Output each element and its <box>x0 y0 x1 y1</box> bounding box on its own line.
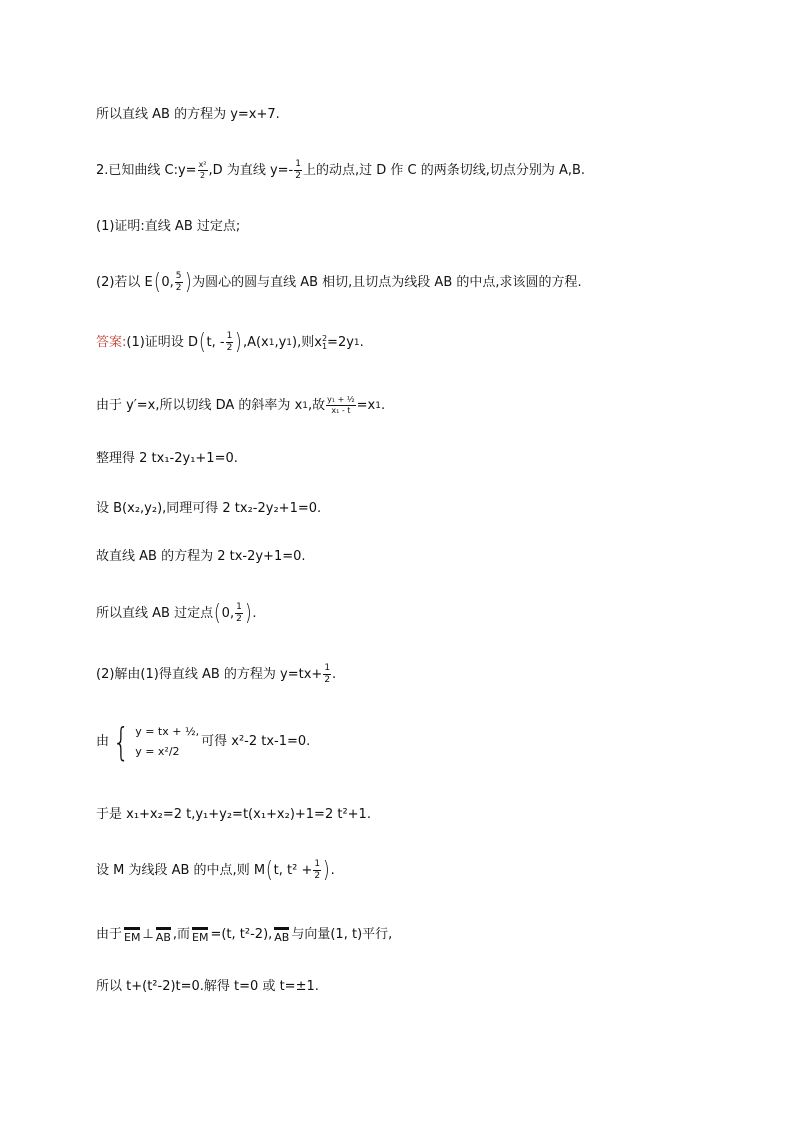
text: ),则 <box>292 334 315 350</box>
text: 为圆心的圆与直线 AB 相切,且切点为线段 AB 的中点,求该圆的方程. <box>192 274 582 290</box>
problem-2-part-1 <box>96 218 240 236</box>
text: =2y <box>327 334 354 350</box>
left-paren: ( <box>213 600 221 626</box>
text: . <box>252 605 257 621</box>
text: 整理得 2 tx₁-2y₁+1=0. <box>96 451 238 466</box>
fraction <box>313 860 321 881</box>
equation-row: y = tx + ½, <box>135 725 200 738</box>
text: 2.已知曲线 C:y= <box>96 162 197 178</box>
answer-line-9 <box>96 806 371 824</box>
text: t, - <box>206 334 225 350</box>
answer-line-1: 答案: (1)证明设 D ( t, - $\frac{1}{2}$ ) ,A(x 1 ,y 1 ),则 x 2 1 =2y 1 . <box>96 329 364 355</box>
answer-line-3 <box>96 450 238 468</box>
answer-line-8 <box>96 720 310 764</box>
answer-line-4 <box>96 500 321 518</box>
text: . <box>330 862 335 878</box>
left-paren: ( <box>153 269 161 295</box>
answer-line-11 <box>96 926 392 944</box>
text: ,A(x <box>242 334 269 350</box>
numerator: 1 <box>236 602 242 612</box>
text: 0, <box>161 274 174 290</box>
vector-EM: EM <box>124 927 140 943</box>
right-paren: ) <box>322 857 330 883</box>
numerator: 1 <box>226 331 233 341</box>
text: ,D 为直线 y=- <box>208 162 294 178</box>
text: x <box>314 334 322 350</box>
text: 故直线 AB 的方程为 2 tx-2y+1=0. <box>96 549 306 564</box>
right-paren: ) <box>244 600 252 626</box>
text: 上的动点,过 D 作 C 的两条切线,切点分别为 A,B. <box>302 162 586 178</box>
right-paren: ) <box>235 329 243 355</box>
text: . <box>359 334 364 350</box>
left-paren: ( <box>198 329 206 355</box>
text: 由于 y′=x,所以切线 DA 的斜率为 x <box>96 397 303 413</box>
text: (2)解由(1)得直线 AB 的方程为 y=tx+ <box>96 666 323 682</box>
left-paren: ( <box>265 857 273 883</box>
numerator: 1 <box>314 859 321 869</box>
text: ,y <box>274 334 287 350</box>
numerator: 5 <box>175 271 182 281</box>
text: 可得 x²-2 tx-1=0. <box>201 734 311 749</box>
vector-AB: AB <box>274 927 289 943</box>
answer-line-6 <box>96 600 257 626</box>
problem-2-part-2 <box>96 269 582 295</box>
problem-2-statement <box>96 160 585 181</box>
denominator: 2 <box>200 171 206 180</box>
fraction <box>326 396 355 415</box>
answer-line-2: 由于 y′=x,所以切线 DA 的斜率为 x 1 ,故 $\frac{\text{y₁ + ½}}{\text{x₁ - t}}$ =x 1 . <box>96 395 386 415</box>
fraction <box>226 332 234 353</box>
answer-line-5 <box>96 548 306 566</box>
left-brace: { <box>112 720 130 764</box>
answer-label: 答案: <box>96 334 127 350</box>
denominator: 2 <box>314 871 321 881</box>
text: 所以直线 AB 的方程为 y=x+7. <box>96 107 280 122</box>
fraction <box>323 664 331 685</box>
vector-EM: EM <box>192 927 208 943</box>
text: 设 M 为线段 AB 的中点,则 M <box>96 862 266 878</box>
text: ,故 <box>308 397 326 413</box>
text: (1)证明设 D <box>126 334 198 350</box>
vector-AB: AB <box>156 927 171 943</box>
text: ⊥ <box>142 927 154 942</box>
text: =x <box>356 397 376 413</box>
numerator: 1 <box>324 663 331 673</box>
denominator: 2 <box>324 675 331 685</box>
numerator: x² <box>198 160 207 169</box>
text: 设 B(x₂,y₂),同理可得 2 tx₂-2y₂+1=0. <box>96 501 322 516</box>
right-paren: ) <box>184 269 192 295</box>
denominator: x₁ - t <box>331 406 351 415</box>
text: 0, <box>221 605 235 621</box>
text: t, t² + <box>273 862 313 878</box>
denominator: 2 <box>236 614 242 624</box>
equation-row: y = x²/2 <box>135 745 180 758</box>
fraction <box>175 272 183 293</box>
numerator: 1 <box>295 159 301 169</box>
denominator: 2 <box>226 343 233 353</box>
solution-line-1 <box>96 106 280 124</box>
denominator: 2 <box>295 171 301 181</box>
text: (2)若以 E <box>96 274 153 290</box>
text: 所以 t+(t²-2)t=0.解得 t=0 或 t=±1. <box>96 979 319 994</box>
text: . <box>332 666 337 682</box>
answer-line-10 <box>96 857 335 883</box>
text: 由 <box>96 734 110 749</box>
answer-line-12 <box>96 978 319 996</box>
text: (1)证明:直线 AB 过定点; <box>96 219 241 234</box>
text: 所以直线 AB 过定点 <box>96 605 214 621</box>
text: . <box>380 397 386 413</box>
fraction <box>198 161 208 180</box>
text: 与向量(1, t)平行, <box>291 927 393 942</box>
denominator: 2 <box>175 283 182 293</box>
text: =(t, t²-2), <box>210 927 273 942</box>
fraction <box>235 603 243 624</box>
text: ,而 <box>172 927 191 942</box>
text: 由于 <box>96 927 123 942</box>
fraction <box>294 160 302 181</box>
text: 于是 x₁+x₂=2 t,y₁+y₂=t(x₁+x₂)+1=2 t²+1. <box>96 807 371 822</box>
equation-system <box>135 722 199 762</box>
answer-line-7 <box>96 664 336 685</box>
numerator: y₁ + ½ <box>327 395 355 404</box>
